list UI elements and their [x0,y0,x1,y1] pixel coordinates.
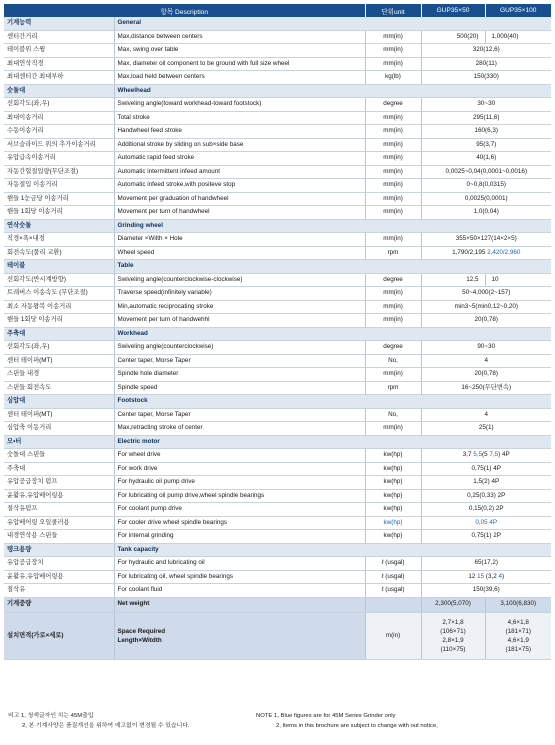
section-title-ko: 숫돌대 [4,84,114,98]
spec-table [4,4,551,660]
spec-unit: mm(in) [365,314,421,328]
spec-unit: mm(in) [365,57,421,71]
value-part: 355×50×127(14×2×5) [455,235,517,242]
spec-name-ko: 최대이송거리 [4,111,114,125]
section-title-en: Wheelhead [114,84,551,98]
spec-unit: mm(in) [365,287,421,301]
spec-name-en: Swiveling angle(counterclockwise-clockwise) [114,273,365,287]
section-title-en: General [114,17,551,30]
space-value-line: (181×75) [505,645,531,653]
spec-unit: mm(in) [365,300,421,314]
table-row [4,462,551,476]
value-part: 7,5 [489,451,499,458]
spec-name-ko: 센터 테이퍼(MT) [4,408,114,422]
spec-name-en: Spindle speed [114,381,365,395]
value-part: 160(6,3) [474,127,498,134]
spec-name-ko: 서브슬라이드 위의 추가이송거리 [4,138,114,152]
table-row [4,125,551,139]
value-part: (3,2 [484,572,499,580]
value-part: 0~0,8(0,0315) [466,181,506,188]
table-row [4,570,551,584]
spec-name-ko: 수동이송거리 [4,125,114,139]
spec-unit: rpm [365,381,421,395]
spec-name-en: Swiveling angle(counterclockwise) [114,341,365,355]
spec-value [421,233,551,247]
spec-name-ko: 유압공급장치 [4,557,114,571]
section-header-row [4,219,551,233]
table-header-row [4,4,551,17]
spec-name-ko: 스핀들 내경 [4,368,114,382]
spec-name-en: Movement per turn of handwehhl [114,314,365,328]
spec-unit: kw(hp) [365,489,421,503]
spec-value [421,462,551,476]
spec-unit: mm(in) [365,422,421,436]
table-row [4,44,551,58]
section-title-en: Footstock [114,395,551,409]
spec-value [421,57,551,71]
table-row [4,138,551,152]
value-part: 0,75(1) 4P [471,464,501,472]
spec-value-model-2: 10 [485,273,551,287]
spec-value [421,287,551,301]
spec-name-en: Automatic infeed stroke,with positeve stop [114,179,365,193]
spec-value-model-1: 12,5 [421,273,485,287]
spec-unit: degree [365,341,421,355]
value-part: ) [502,572,505,580]
spec-name-ko: 스핀들 회전속도 [4,381,114,395]
spec-unit: ℓ (usgal) [365,584,421,598]
value-part: 15 [477,572,485,580]
spec-unit: rpm [365,246,421,260]
spec-value [421,206,551,220]
table-row [4,381,551,395]
spec-value [421,557,551,571]
note-ko-1: 비고 1, 청색글자인 치는 45M출입 [8,713,94,719]
spec-name-en: Additional stroke by sliding on sub×side base [114,138,365,152]
section-title-ko: 기계능력 [4,17,114,30]
spec-unit: mm(in) [365,44,421,58]
section-title-ko: 심압대 [4,395,114,409]
table-row [4,584,551,598]
value-part: 2,420/2,960 [487,248,521,256]
table-row [4,516,551,530]
table-row [4,111,551,125]
spec-name-en: Spindle hole diameter [114,368,365,382]
note-en-2: 2, Items in this brochure are subject to change with out notice, [276,723,438,729]
spec-name-en: Max, swing over table [114,44,365,58]
spec-unit: mm(in) [365,30,421,44]
spec-name-ko: 핸들 1회당 이송거리 [4,314,114,328]
spec-sheet [4,4,551,729]
spec-unit: kw(hp) [365,476,421,490]
spec-name-en: Max,distance between centers [114,30,365,44]
space-ko: 설치면적(가로×세로) [4,612,114,659]
spec-name-en: Diameter ×Wilth × Hole [114,233,365,247]
spec-unit: mm(in) [365,138,421,152]
table-row [4,30,551,44]
value-part: 90~30 [477,343,496,350]
space-model-2 [485,612,551,659]
section-header-row [4,327,551,341]
table-row [4,233,551,247]
section-header-row [4,17,551,30]
note-en-1: NOTE 1, Blue figures are for 45M Series Grinder only [256,713,396,719]
spec-name-ko: 직경×폭×내경 [4,233,114,247]
space-value-line: (110×75) [440,645,466,653]
table-row [4,71,551,85]
spec-value [421,516,551,530]
spec-name-ko: 숫돌대 스핀들 [4,449,114,463]
space-value-line: 2,7×1,8 [442,618,464,626]
table-row [4,287,551,301]
value-part: 4 [498,572,503,580]
space-required-row [4,612,551,659]
net-weight-model-1: 2,300(5,070) [421,597,485,612]
spec-value [421,489,551,503]
table-row [4,476,551,490]
spec-name-ko: 최대센터간 최대부하 [4,71,114,85]
spec-value [421,354,551,368]
spec-name-en: For work drive [114,462,365,476]
value-part: 4 [484,356,488,364]
spec-value [421,165,551,179]
header-model-1: GUP35×50 [421,4,485,17]
value-part: 150(39,6) [472,586,500,593]
value-part: 16~250(무단변속) [461,383,512,391]
spec-name-ko: 윤활유,유압베어링용 [4,489,114,503]
table-row [4,557,551,571]
spec-name-en: Center taper, Morse Taper [114,354,365,368]
spec-value [421,246,551,260]
spec-value [421,179,551,193]
section-title-en: Electric motor [114,435,551,449]
spec-unit: mm(in) [365,233,421,247]
table-row [4,273,551,287]
spec-name-ko: 선회각도(좌,우) [4,98,114,112]
table-row [4,206,551,220]
space-value-line: (181×71) [505,627,531,635]
spec-name-en: For coolant fluid [114,584,365,598]
table-row [4,300,551,314]
spec-unit: kw(hp) [365,503,421,517]
section-title-ko: 테이블 [4,260,114,274]
value-part: 1,0(0,04) [473,208,499,215]
spec-value [421,71,551,85]
spec-value [421,125,551,139]
spec-value [421,476,551,490]
spec-name-ko: 선회각도(반시계방향) [4,273,114,287]
space-model-1 [421,612,485,659]
value-part: 5,5 [473,451,483,458]
value-part: 30~30 [477,100,496,107]
spec-value [421,368,551,382]
spec-name-en: For internal grinding [114,530,365,544]
net-weight-unit [365,597,421,612]
table-row [4,368,551,382]
space-unit: m(in) [365,612,421,659]
spec-unit: kw(hp) [365,530,421,544]
spec-name-ko: 주축대 [4,462,114,476]
spec-unit: degree [365,273,421,287]
spec-value [421,192,551,206]
spec-unit: ℓ (usgal) [365,557,421,571]
header-unit: 단위unit [365,4,421,17]
spec-value [421,341,551,355]
spec-name-en: For hydraulic oil pump drive [114,476,365,490]
table-row [4,422,551,436]
table-row [4,530,551,544]
value-part: 1,5(2) 4P [473,478,500,485]
space-value-line: (106×71) [440,627,466,635]
notes-korean [8,711,190,731]
spec-value [421,449,551,463]
section-title-ko: 주축대 [4,327,114,341]
value-part: 20(0,78) [474,370,498,377]
header-model-2: GUP35×100 [485,4,551,17]
spec-unit: mm(in) [365,111,421,125]
section-header-row [4,543,551,557]
table-row [4,341,551,355]
value-part: 280(11) [475,59,497,67]
spec-name-ko: 회전속도(풀리 교환) [4,246,114,260]
spec-value [421,152,551,166]
spec-name-en: For coolant pump drive [114,503,365,517]
spec-name-ko: 핸들 1회당 이송거리 [4,206,114,220]
spec-name-ko: 유압베어링 오일쿨러용 [4,516,114,530]
spec-unit: mm(in) [365,368,421,382]
value-part: min3~5(min0,12~0,20) [454,302,518,310]
value-part: 12 [468,572,478,580]
value-part: 1,790/2,195 [452,248,486,256]
spec-value [421,138,551,152]
table-row [4,314,551,328]
spec-value [421,314,551,328]
spec-value [421,503,551,517]
value-part: 25(1) [478,424,494,431]
spec-name-ko: 심압축 이동거리 [4,422,114,436]
spec-unit: mm(in) [365,206,421,220]
spec-name-ko: 절삭유 [4,584,114,598]
spec-name-en: Movement per turn of handwheel [114,206,365,220]
spec-name-en: Movement per graduation of handwheel [114,192,365,206]
net-weight-en: Net weight [114,597,365,612]
spec-value [421,422,551,436]
spec-unit: kw(hp) [365,449,421,463]
value-part: 0,0025~0,04(0,0001~0,0016) [445,167,528,175]
spec-name-ko: 내경연삭용 스핀들 [4,530,114,544]
spec-name-ko: 센터 테이퍼(MT) [4,354,114,368]
spec-value [421,44,551,58]
space-en-line-2: Length×Witdth [117,636,162,644]
space-value-line: 2,8×1,9 [442,636,464,644]
spec-unit: mm(in) [365,165,421,179]
section-title-en: Grinding wheel [114,219,551,233]
space-value-line: 4,6×1,8 [507,618,529,626]
spec-unit: No, [365,408,421,422]
spec-unit: degree [365,98,421,112]
spec-name-en: Handwheel feed stroke [114,125,365,139]
spec-name-en: Swiveling angle(toward workhead-toward footstock) [114,98,365,112]
table-row [4,192,551,206]
spec-name-en: Total stroke [114,111,365,125]
value-part: 4 [484,410,488,418]
spec-name-ko: 자동간헐절입량(무단조절) [4,165,114,179]
spec-name-ko: 최대연삭직경 [4,57,114,71]
section-header-row [4,435,551,449]
table-row [4,152,551,166]
spec-value [421,111,551,125]
value-part: 50~4,000(2~157) [462,289,511,296]
value-part: 150(330) [473,73,499,80]
table-row [4,246,551,260]
table-row [4,489,551,503]
value-part: 20(0,78) [474,316,498,323]
spec-name-ko: 핸들 1눈금당 이송거리 [4,192,114,206]
table-row [4,165,551,179]
table-row [4,57,551,71]
spec-value [421,570,551,584]
section-header-row [4,395,551,409]
spec-unit: mm(in) [365,152,421,166]
section-header-row [4,260,551,274]
spec-name-en: Center taper, Morse Taper [114,408,365,422]
spec-name-en: Traverse speed(infinitely variable) [114,287,365,301]
spec-name-en: Min,automatic reciprocating stroke [114,300,365,314]
section-title-ko: 연삭숫돌 [4,219,114,233]
value-part: 320(12,6) [472,46,500,53]
spec-value-model-2: 1,000(40) [485,30,551,44]
spec-value [421,98,551,112]
table-row [4,408,551,422]
value-part: 0,05 4P [475,518,498,526]
value-part: (5 [482,451,490,458]
spec-unit: mm(in) [365,192,421,206]
spec-unit: mm(in) [365,179,421,193]
section-title-en: Table [114,260,551,274]
spec-name-en: Automatic rapid feed stroke [114,152,365,166]
spec-name-ko: 절삭유펌프 [4,503,114,517]
spec-table-body [4,17,551,659]
spec-unit: No, [365,354,421,368]
spec-unit: kw(hp) [365,516,421,530]
spec-name-en: Automatic intermittent infeed amount [114,165,365,179]
space-value-line: 4,6×1,9 [507,636,529,644]
value-part: 0,0025(0,0001) [464,194,508,202]
value-part: 0,15(0,2) 2P [468,505,504,512]
spec-value [421,584,551,598]
spec-name-en: For lubricating oil, wheel spindle bearings [114,570,365,584]
spec-value-model-1: 500(20) [421,30,485,44]
net-weight-row [4,597,551,612]
spec-name-ko: 선회각도(좌,우) [4,341,114,355]
spec-unit: mm(in) [365,125,421,139]
table-row [4,98,551,112]
spec-name-ko: 테이블위 스윙 [4,44,114,58]
header-description: 항목 Description [4,4,365,17]
section-title-en: Tank capacity [114,543,551,557]
value-part: 40(1,6) [476,154,497,161]
value-part: 3,7 [462,451,474,458]
value-part: 295(11,6) [473,113,500,121]
value-part: 95(3,7) [476,140,497,148]
value-part: 0,75(1) 2P [471,532,501,539]
spec-value [421,300,551,314]
spec-name-en: Wheel speed [114,246,365,260]
table-row [4,179,551,193]
spec-unit: kw(hp) [365,462,421,476]
table-row [4,503,551,517]
spec-name-en: Max, diameter oil component to be ground with full size wheel [114,57,365,71]
space-en [114,612,365,659]
value-part: ) 4P [498,451,510,458]
net-weight-ko: 기계중량 [4,597,114,612]
table-row [4,449,551,463]
spec-unit: ℓ (usgal) [365,570,421,584]
notes-english [256,711,438,731]
section-header-row [4,84,551,98]
spec-name-ko: 센터간거리 [4,30,114,44]
table-row [4,354,551,368]
space-en-line-1: Space Required [117,627,166,635]
spec-name-ko: 트래버스 이송속도 (무단조절) [4,287,114,301]
spec-name-ko: 자동절입 이송거리 [4,179,114,193]
spec-name-en: For lubricating oil pump drive,wheel spindle bearings [114,489,365,503]
section-title-ko: 탱크용량 [4,543,114,557]
net-weight-model-2: 3,100(6,830) [485,597,551,612]
spec-name-en: For cooler drive wheel spindle bearings [114,516,365,530]
section-title-en: Workhead [114,327,551,341]
spec-value [421,408,551,422]
spec-name-ko: 최소 자동왕복 이송거리 [4,300,114,314]
note-ko-2: 2, 본 기계사양은 품질개선을 위하여 예고없이 변경될 수 있습니다. [22,723,190,729]
spec-name-en: For hydraulic and lubricating oil [114,557,365,571]
spec-name-ko: 유압공급장치 펌프 [4,476,114,490]
spec-name-en: Max,retracting stroke of center [114,422,365,436]
spec-value [421,530,551,544]
value-part: 65(17,2) [474,559,498,566]
spec-name-ko: 유압급속이송거리 [4,152,114,166]
spec-name-en: Max,load held between centers [114,71,365,85]
value-part: 0,25(0,33) 2P [467,491,506,499]
spec-unit: kg(lb) [365,71,421,85]
spec-name-ko: 윤활유,유압베어링용 [4,570,114,584]
section-title-ko: 모•터 [4,435,114,449]
spec-name-en: For wheel drive [114,449,365,463]
spec-value [421,381,551,395]
